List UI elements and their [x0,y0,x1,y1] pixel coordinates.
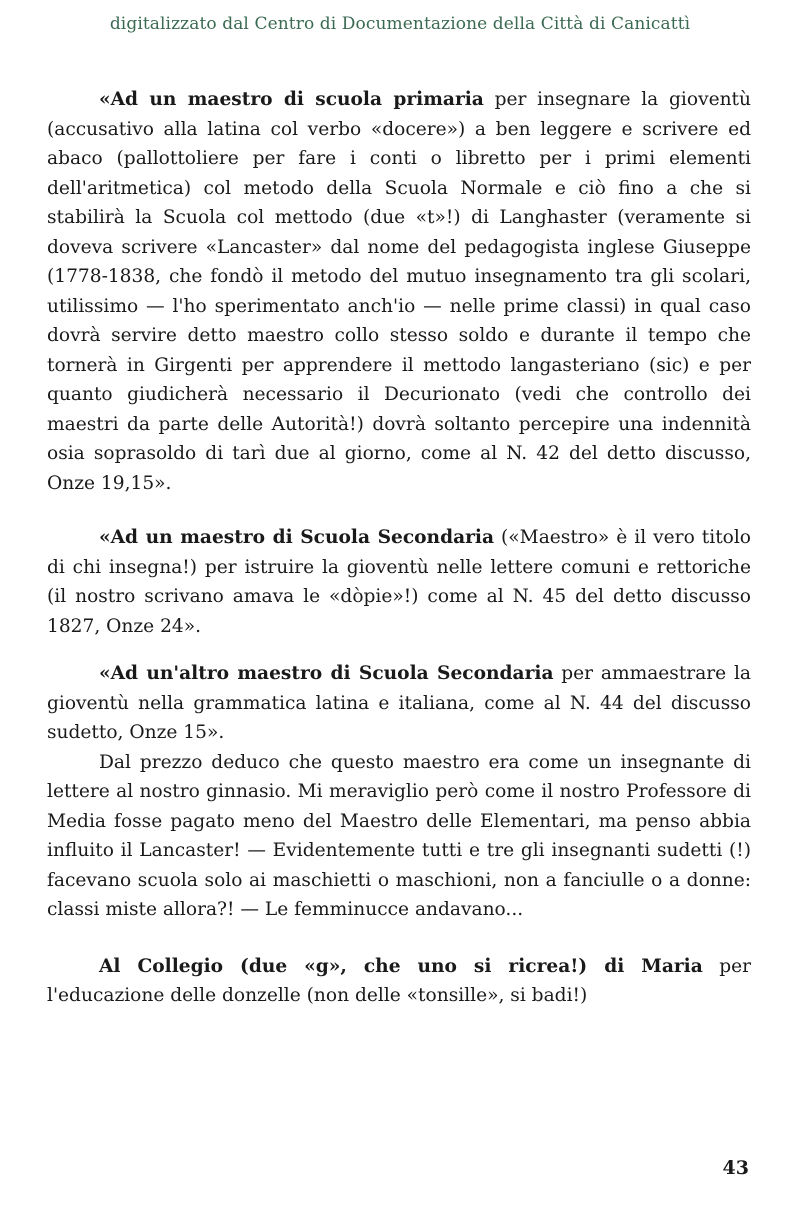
digitization-watermark: digitalizzato dal Centro di Documentazione della Città di Canicattì [109,14,691,34]
paragraph-commentary [47,748,751,925]
paragraph-college-of-maria [47,952,751,1011]
page-body [47,85,751,1011]
paragraph-lead-bold: «Ad un maestro di scuola primaria [99,89,484,110]
page-number: 43 [722,1157,749,1179]
paragraph-secondary-school-teacher [47,523,751,641]
paragraph-other-secondary-teacher [47,659,751,748]
paragraph-text: per insegnare la gioventù (accusativo alla latina col verbo «docere») a ben leggere e scrivere ed abaco (pallottoliere per fare i conti o libretto per i primi elementi dell'aritmetica) col metodo della Scuola Normale e ciò fino a che si stabilirà la Scuola col mettodo (due «t»!) di Langhaster (veramente si doveva scrivere «Lancaster» dal nome del pedagogista inglese Giuseppe (1778-1838, che fondò il metodo del mutuo insegnamento tra gli scolari, utilissimo — l'ho sperimentato anch'io — nelle prime classi) in qual caso dovrà servire detto maestro collo stesso soldo e durante il tempo che tornerà in Girgenti per apprendere il mettodo langasteriano (sic) e per quanto giudicherà necessario il Decurionato (vedi che controllo dei maestri da parte delle Autorità!) dovrà soltanto percepire una indennità osia soprasoldo di tarì due al giorno, come al N. 42 del detto discusso, Onze 19,15». [47,89,751,494]
paragraph-text: («Maestro» è il vero titolo di chi insegna!) per istruire la gioventù nelle lettere comuni e rettoriche (il nostro scrivano amava le «dòpie»!) come al N. 45 del detto discusso 1827, Onze 24». [47,527,751,637]
paragraph-text: per l'educazione delle donzelle (non delle «tonsille», si badi!) [47,955,751,1006]
paragraph-lead-bold: Al Collegio (due «g», che uno si ricrea!) di Maria [99,955,703,977]
paragraph-text: Dal prezzo deduco che questo maestro era come un insegnante di lettere al nostro ginnasio. Mi meraviglio però come il nostro Professore di Media fosse pagato meno del Maestro delle Elementari, ma penso abbia influito il Lancaster! — Evidentemente tutti e tre gli insegnanti sudetti (!) facevano scuola solo ai maschietti o maschioni, non a fanciulle o a donne: classi miste allora?! — Le femminucce andavano... [47,751,751,920]
paragraph-text: per ammaestrare la gioventù nella grammatica latina e italiana, come al N. 44 del discusso sudetto, Onze 15». [47,663,751,743]
paragraph-lead-bold: «Ad un maestro di Scuola Secondaria [99,527,495,548]
paragraph-lead-bold: «Ad un'altro maestro di Scuola Secondaria [99,663,554,684]
paragraph-primary-school-teacher [47,85,751,498]
